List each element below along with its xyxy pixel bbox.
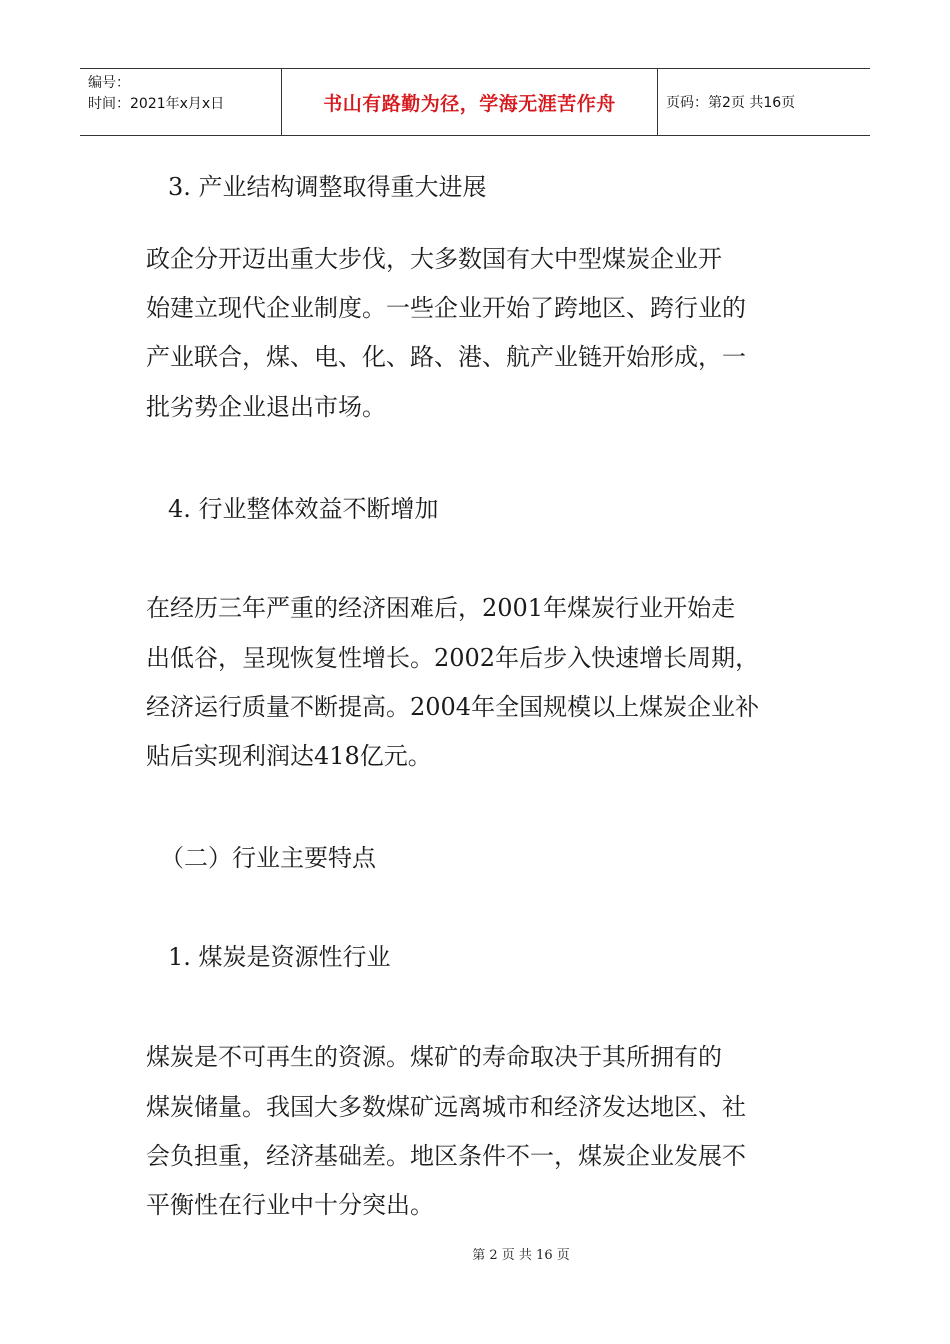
header-motto: 书山有路勤为径，学海无涯苦作舟 bbox=[323, 92, 616, 115]
paragraph-line: 政企分开迈出重大步伐，大多数国有大中型煤炭企业开 bbox=[146, 245, 722, 273]
footer-page-number: 第 2 页 共 16 页 bbox=[472, 1248, 570, 1263]
paragraph-line: 煤炭是不可再生的资源。煤矿的寿命取决于其所拥有的 bbox=[146, 1043, 722, 1071]
header-page-cell bbox=[658, 69, 870, 135]
paragraph-line: 在经历三年严重的经济困难后，2001年煤炭行业开始走 bbox=[146, 594, 736, 622]
paragraph-line: 平衡性在行业中十分突出。 bbox=[146, 1191, 434, 1219]
paragraph-line: 出低谷，呈现恢复性增长。2002年后步入快速增长周期， bbox=[146, 644, 760, 672]
header-page-info: 页码：第2页 共16页 bbox=[666, 95, 796, 111]
paragraph-line: 经济运行质量不断提高。2004年全国规模以上煤炭企业补 bbox=[146, 693, 760, 721]
header-motto-cell bbox=[282, 69, 658, 135]
section-heading-4: 4. 行业整体效益不断增加 bbox=[168, 495, 439, 523]
document-header bbox=[80, 68, 870, 136]
header-meta-cell bbox=[80, 69, 282, 135]
paragraph-line: 批劣势企业退出市场。 bbox=[146, 393, 386, 421]
paragraph-line: 煤炭储量。我国大多数煤矿远离城市和经济发达地区、社 bbox=[146, 1093, 746, 1121]
page-footer bbox=[0, 1244, 950, 1263]
paragraph-line: 始建立现代企业制度。一些企业开始了跨地区、跨行业的 bbox=[146, 294, 746, 322]
paragraph-line: 贴后实现利润达418亿元。 bbox=[146, 742, 432, 770]
document-number-label: 编号： bbox=[88, 75, 130, 91]
paragraph-line: 产业联合，煤、电、化、路、港、航产业链开始形成，一 bbox=[146, 343, 746, 371]
subsection-heading: （二）行业主要特点 bbox=[160, 844, 376, 872]
document-date-label: 时间：2021年x月x日 bbox=[88, 96, 225, 112]
section-heading-1: 1. 煤炭是资源性行业 bbox=[168, 943, 391, 971]
paragraph-line: 会负担重，经济基础差。地区条件不一，煤炭企业发展不 bbox=[146, 1142, 746, 1170]
section-heading-3: 3. 产业结构调整取得重大进展 bbox=[168, 173, 487, 201]
